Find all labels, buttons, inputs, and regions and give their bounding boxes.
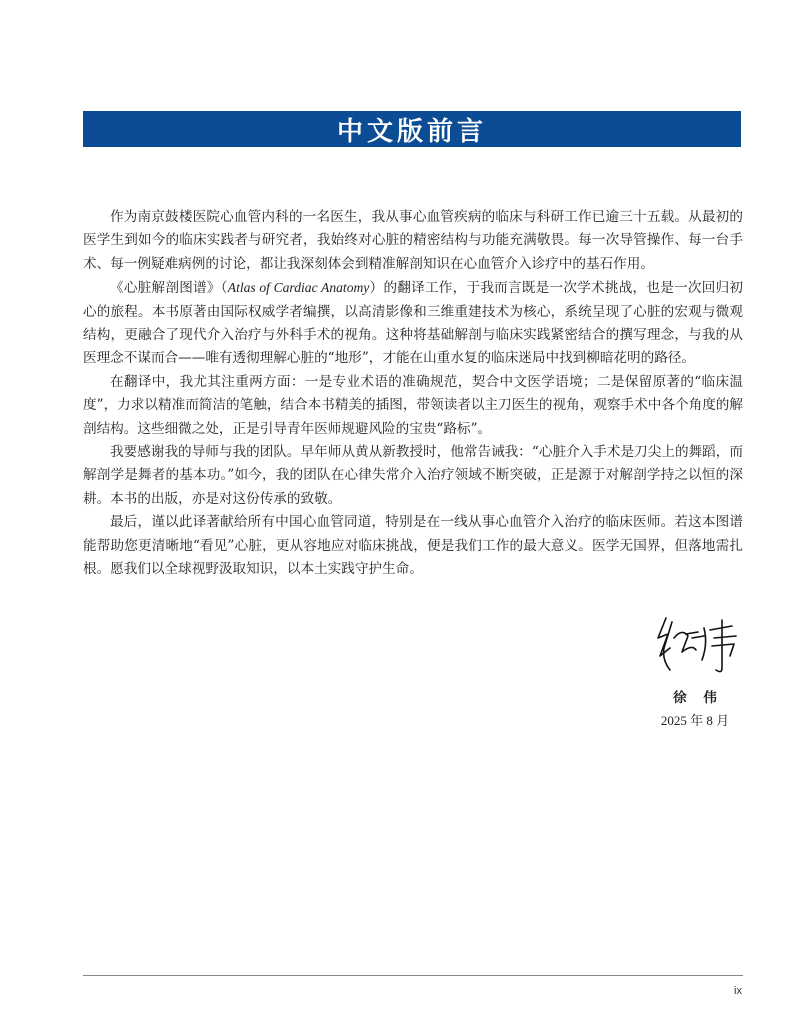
signature-date: 2025 年 8 月 xyxy=(660,713,730,728)
paragraph-2-after: ）的翻译工作，于我而言既是一次学术挑战，也是一次回归初心的旅程。本书原著由国际权威学者编撰，以高清影像和三维重建技术为核心，系统呈现了心脏的宏观与微观结构，更融合了现代介入治疗与外科手术的视角。这种将基础解剖与临床实践紧密结合的撰写理念，与我的从医理念不谋而合——唯有透彻理解心脏的“地形”，才能在山重水复的临床迷局中找到柳暗花明的路径。 xyxy=(83,280,744,367)
page-number: ix xyxy=(734,985,742,997)
title-banner xyxy=(83,111,741,147)
paragraph-3: 在翻译中，我尤其注重两方面：一是专业术语的准确规范，契合中文医学语境；二是保留原著的“临床温度”，力求以精准而简洁的笔触，结合本书精美的插图，带领读者以主刀医生的视角，观察手术中各个角度的解剖结构。这些细微之处，正是引导青年医师规避风险的宝贵“路标”。 xyxy=(83,373,743,437)
preface-body xyxy=(83,206,743,582)
footer-divider xyxy=(83,975,743,976)
paragraph-2-before: 《心脏解剖图谱》（ xyxy=(110,280,228,297)
paragraph-4: 我要感谢我的导师与我的团队。早年师从黄从新教授时，他常告诫我：“心脏介入手术是刀尖上的舞蹈，而解剖学是舞者的基本功。”如今，我的团队在心律失常介入治疗领域不断突破，正是源于对解剖学持之以恒的深耕。本书的出版，亦是对这份传承的致敬。 xyxy=(83,444,743,507)
handwritten-signature xyxy=(652,608,742,678)
paragraph-2 xyxy=(83,276,743,371)
page-title: 中文版前言 xyxy=(336,116,487,147)
book-title-latin: Atlas of Cardiac Anatomy xyxy=(227,280,370,296)
signer-name: 徐 伟 xyxy=(673,690,723,706)
paragraph-1: 作为南京鼓楼医院心血管内科的一名医生，我从事心血管疾病的临床与科研工作已逾三十五载。从最初的医学生到如今的临床实践者与研究者，我始终对心脏的精密结构与功能充满敬畏。每一次导管操作、每一台手术、每一例疑难病例的讨论，都让我深刻体会到精准解剖知识在心血管介入诊疗中的基石作用。 xyxy=(83,209,743,272)
paragraph-5: 最后，谨以此译著献给所有中国心血管同道，特别是在一线从事心血管介入治疗的临床医师。若这本图谱能帮助您更清晰地“看见”心脏，更从容地应对临床挑战，便是我们工作的最大意义。医学无国界，但落地需扎根。愿我们以全球视野汲取知识，以本土实践守护生命。 xyxy=(83,514,743,578)
